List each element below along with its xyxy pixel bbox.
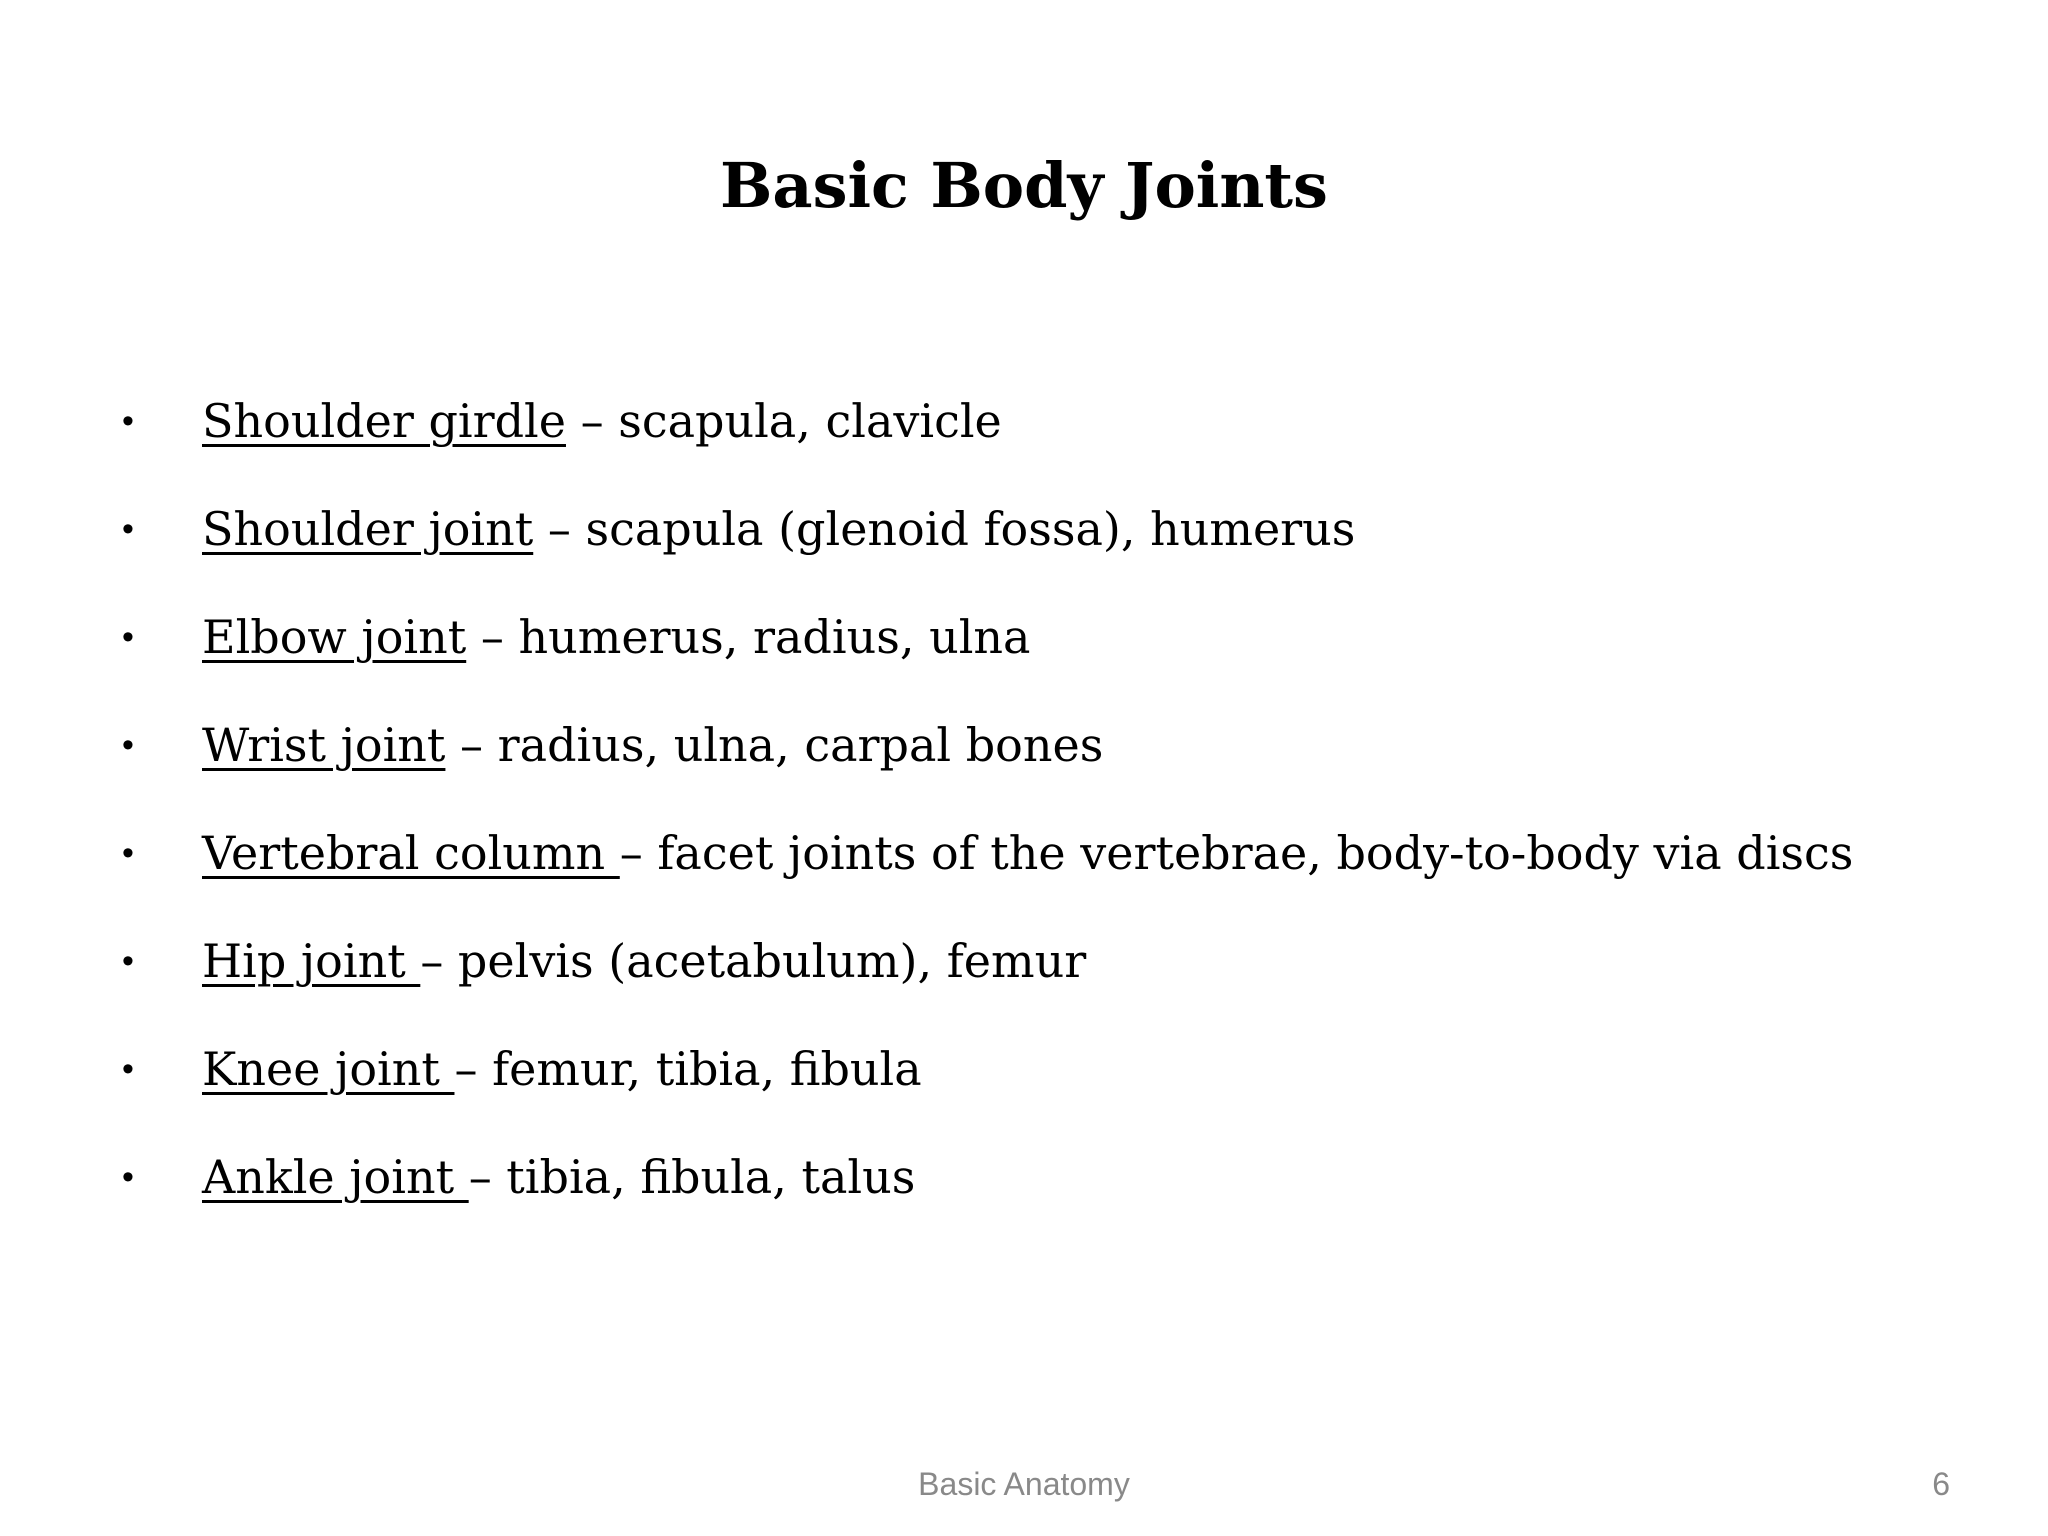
joint-bones: – radius, ulna, carpal bones: [445, 718, 1104, 772]
list-item-hip-joint: [120, 926, 2000, 1034]
joint-name: Knee joint: [202, 1042, 455, 1096]
joint-name: Shoulder girdle: [202, 394, 566, 448]
bullet-icon: •: [122, 942, 134, 980]
joint-bones: – scapula, clavicle: [565, 394, 1002, 448]
joint-name: Elbow joint: [202, 610, 467, 664]
joint-name: Ankle joint: [202, 1150, 469, 1204]
list-item-shoulder-girdle: [120, 386, 2000, 494]
joint-list: [120, 386, 2000, 1250]
joint-name: Wrist joint: [202, 718, 446, 772]
footer-title: Basic Anatomy: [918, 1466, 1130, 1502]
list-item-vertebral-column: [120, 818, 2000, 926]
bullet-icon: •: [122, 834, 134, 872]
joint-name: Shoulder joint: [202, 502, 534, 556]
list-item-elbow-joint: [120, 602, 2000, 710]
bullet-icon: •: [122, 510, 134, 548]
joint-bones: – tibia, fibula, talus: [468, 1150, 916, 1204]
joint-bones: – femur, tibia, fibula: [454, 1042, 922, 1096]
joint-name: Hip joint: [202, 934, 421, 988]
joint-name: Vertebral column: [202, 826, 620, 880]
bullet-icon: •: [122, 1050, 134, 1088]
list-item-ankle-joint: [120, 1142, 2000, 1250]
joint-bones: – facet joints of the vertebrae, body-to-body via discs: [619, 826, 1854, 880]
joint-bones: – pelvis (acetabulum), femur: [420, 934, 1087, 988]
list-item-shoulder-joint: [120, 494, 2000, 602]
bullet-icon: •: [122, 402, 134, 440]
bullet-icon: •: [122, 726, 134, 764]
bullet-icon: •: [122, 1158, 134, 1196]
joint-bones: – scapula (glenoid fossa), humerus: [533, 502, 1356, 556]
list-item-knee-joint: [120, 1034, 2000, 1142]
slide-title: Basic Body Joints: [720, 149, 1328, 222]
list-item-wrist-joint: [120, 710, 2000, 818]
page-number: 6: [1932, 1466, 1950, 1502]
bullet-icon: •: [122, 618, 134, 656]
joint-bones: – humerus, radius, ulna: [466, 610, 1031, 664]
